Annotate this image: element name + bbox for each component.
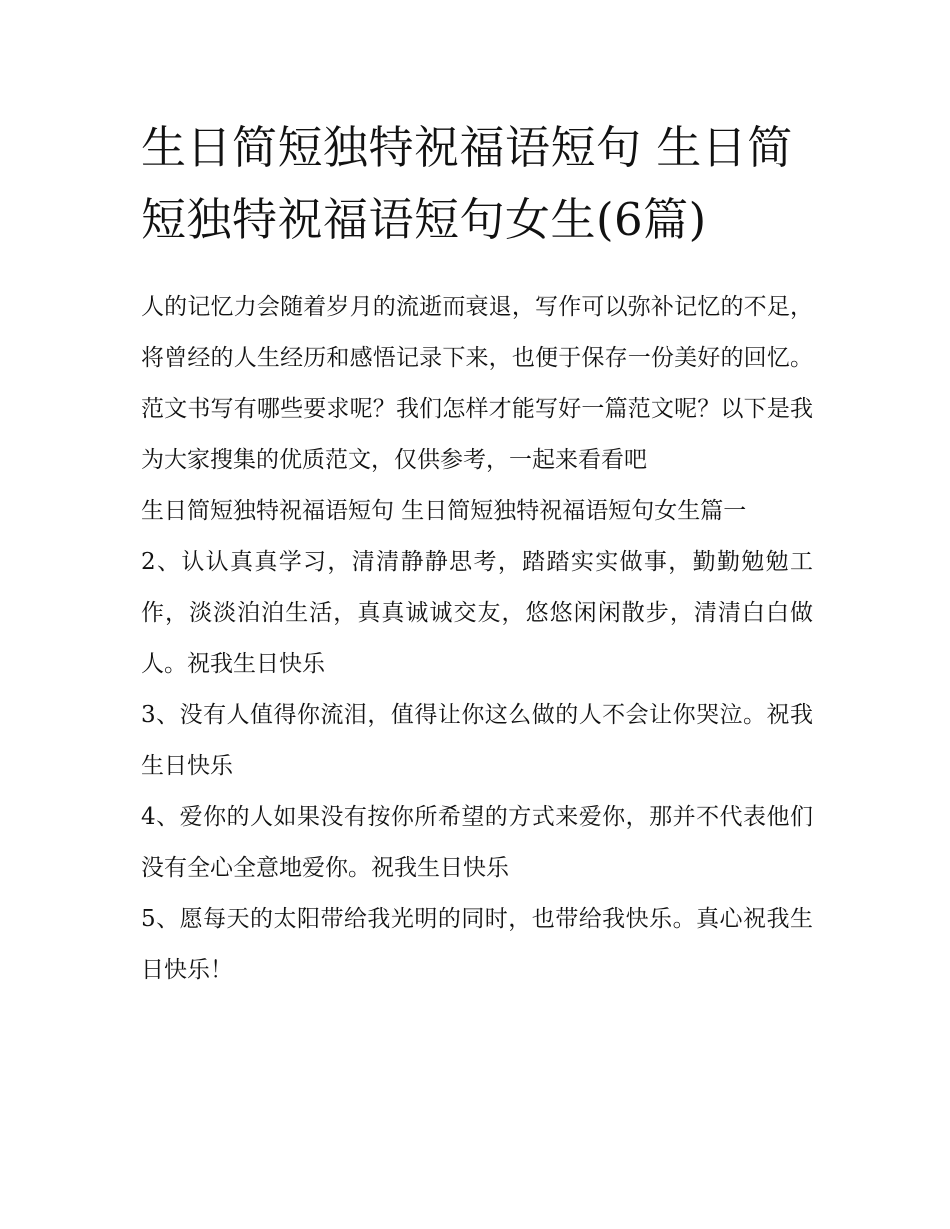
document-title: 生日简短独特祝福语短句 生日简短独特祝福语短句女生(6篇) — [141, 121, 793, 246]
list-item: 5、愿每天的太阳带给我光明的同时，也带给我快乐。真心祝我生日快乐！ — [141, 906, 813, 983]
list-item: 2、认认真真学习，清清静静思考，踏踏实实做事，勤勤勉勉工作，淡淡泊泊生活，真真诚诚交友，悠悠闲闲散步，清清白白做人。祝我生日快乐 — [141, 549, 813, 677]
document-page — [141, 112, 813, 996]
document-body — [141, 282, 813, 996]
intro-paragraph: 人的记忆力会随着岁月的流逝而衰退，写作可以弥补记忆的不足，将曾经的人生经历和感悟记录下来，也便于保存一份美好的回忆。范文书写有哪些要求呢？我们怎样才能写好一篇范文呢？以下是我为大家搜集的优质范文，仅供参考，一起来看看吧 — [141, 294, 813, 473]
list-item: 4、爱你的人如果没有按你所希望的方式来爱你，那并不代表他们没有全心全意地爱你。祝我生日快乐 — [141, 804, 813, 881]
list-item: 3、没有人值得你流泪，值得让你这么做的人不会让你哭泣。祝我生日快乐 — [141, 702, 813, 779]
section-heading: 生日简短独特祝福语短句 生日简短独特祝福语短句女生篇一 — [141, 498, 747, 524]
